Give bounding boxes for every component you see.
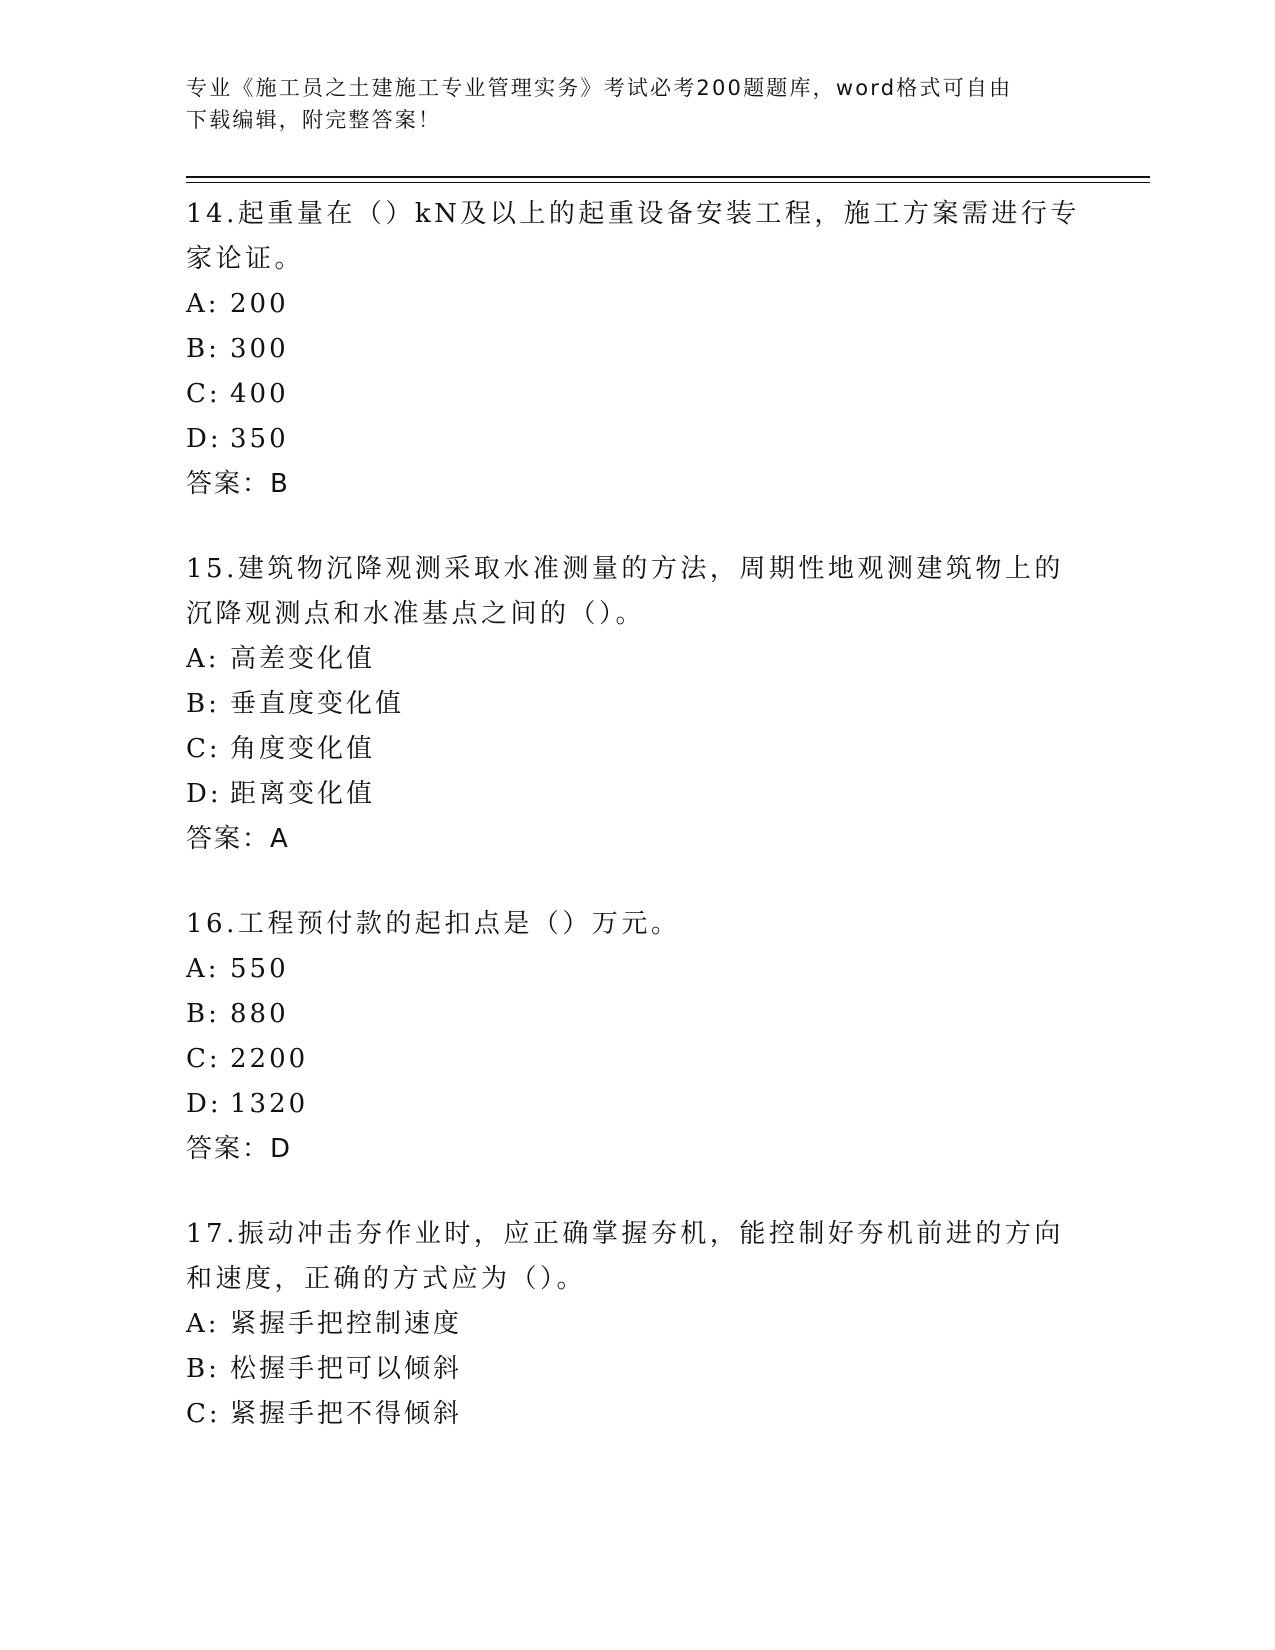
- question-text: 15.建筑物沉降观测采取水准测量的方法，周期性地观测建筑物上的沉降观测点和水准基点之间的（）。: [186, 554, 1064, 629]
- option-text: 距离变化值: [230, 779, 376, 809]
- option-letter: D:: [186, 1089, 222, 1119]
- option-c: [186, 1392, 1086, 1437]
- option-letter: D:: [186, 424, 222, 454]
- question-text: 17.振动冲击夯作业时，应正确掌握夯机，能控制好夯机前进的方向和速度，正确的方式应为（）。: [186, 1219, 1064, 1294]
- header-line-1: 专业《施工员之土建施工专业管理实务》考试必考200题题库，word格式可自由: [186, 76, 1013, 100]
- option-text: 200: [230, 289, 289, 319]
- question-text: 16.工程预付款的起扣点是（）万元。: [186, 909, 681, 939]
- option-text: 550: [230, 954, 289, 984]
- option-a: [186, 282, 1086, 327]
- option-text: 350: [230, 424, 289, 454]
- option-text: 松握手把可以倾斜: [230, 1354, 463, 1384]
- answer-line: 答案：A: [186, 824, 290, 854]
- answer-line: 答案：B: [186, 469, 290, 499]
- option-b: [186, 327, 1086, 372]
- option-c: [186, 372, 1086, 417]
- option-text: 1320: [230, 1089, 309, 1119]
- option-text: 紧握手把控制速度: [230, 1309, 463, 1339]
- option-b: [186, 682, 1086, 727]
- question-text: 14.起重量在（）kN及以上的起重设备安装工程，施工方案需进行专家论证。: [186, 199, 1080, 274]
- option-letter: B:: [186, 1354, 220, 1384]
- option-letter: B:: [186, 334, 220, 364]
- option-letter: A:: [186, 289, 220, 319]
- option-text: 角度变化值: [230, 734, 376, 764]
- question-16: [186, 898, 1086, 1172]
- option-letter: A:: [186, 644, 220, 674]
- option-letter: C:: [186, 379, 221, 409]
- option-letter: B:: [186, 689, 220, 719]
- option-c: [186, 1037, 1086, 1082]
- option-d: [186, 772, 1086, 817]
- question-17: [186, 1208, 1086, 1437]
- answer-line: 答案：D: [186, 1134, 293, 1164]
- option-d: [186, 417, 1086, 462]
- option-letter: A:: [186, 954, 220, 984]
- option-text: 紧握手把不得倾斜: [230, 1399, 463, 1429]
- option-text: 2200: [230, 1044, 309, 1074]
- header-rule-thick: [186, 176, 1150, 178]
- option-text: 880: [230, 999, 289, 1029]
- option-letter: C:: [186, 1044, 221, 1074]
- header-rule-thin: [186, 182, 1150, 183]
- option-c: [186, 727, 1086, 772]
- option-text: 垂直度变化值: [230, 689, 405, 719]
- option-text: 高差变化值: [230, 644, 376, 674]
- question-list: [186, 188, 1086, 1473]
- question-14: [186, 188, 1086, 507]
- option-a: [186, 1302, 1086, 1347]
- option-letter: C:: [186, 734, 221, 764]
- option-text: 300: [230, 334, 289, 364]
- header-line-2: 下载编辑，附完整答案！: [186, 108, 442, 132]
- option-letter: C:: [186, 1399, 221, 1429]
- option-letter: B:: [186, 999, 220, 1029]
- option-a: [186, 637, 1086, 682]
- option-letter: D:: [186, 779, 222, 809]
- option-b: [186, 1347, 1086, 1392]
- question-15: [186, 543, 1086, 862]
- option-d: [186, 1082, 1086, 1127]
- option-b: [186, 992, 1086, 1037]
- option-text: 400: [230, 379, 289, 409]
- document-header: [186, 72, 1066, 136]
- option-letter: A:: [186, 1309, 220, 1339]
- option-a: [186, 947, 1086, 992]
